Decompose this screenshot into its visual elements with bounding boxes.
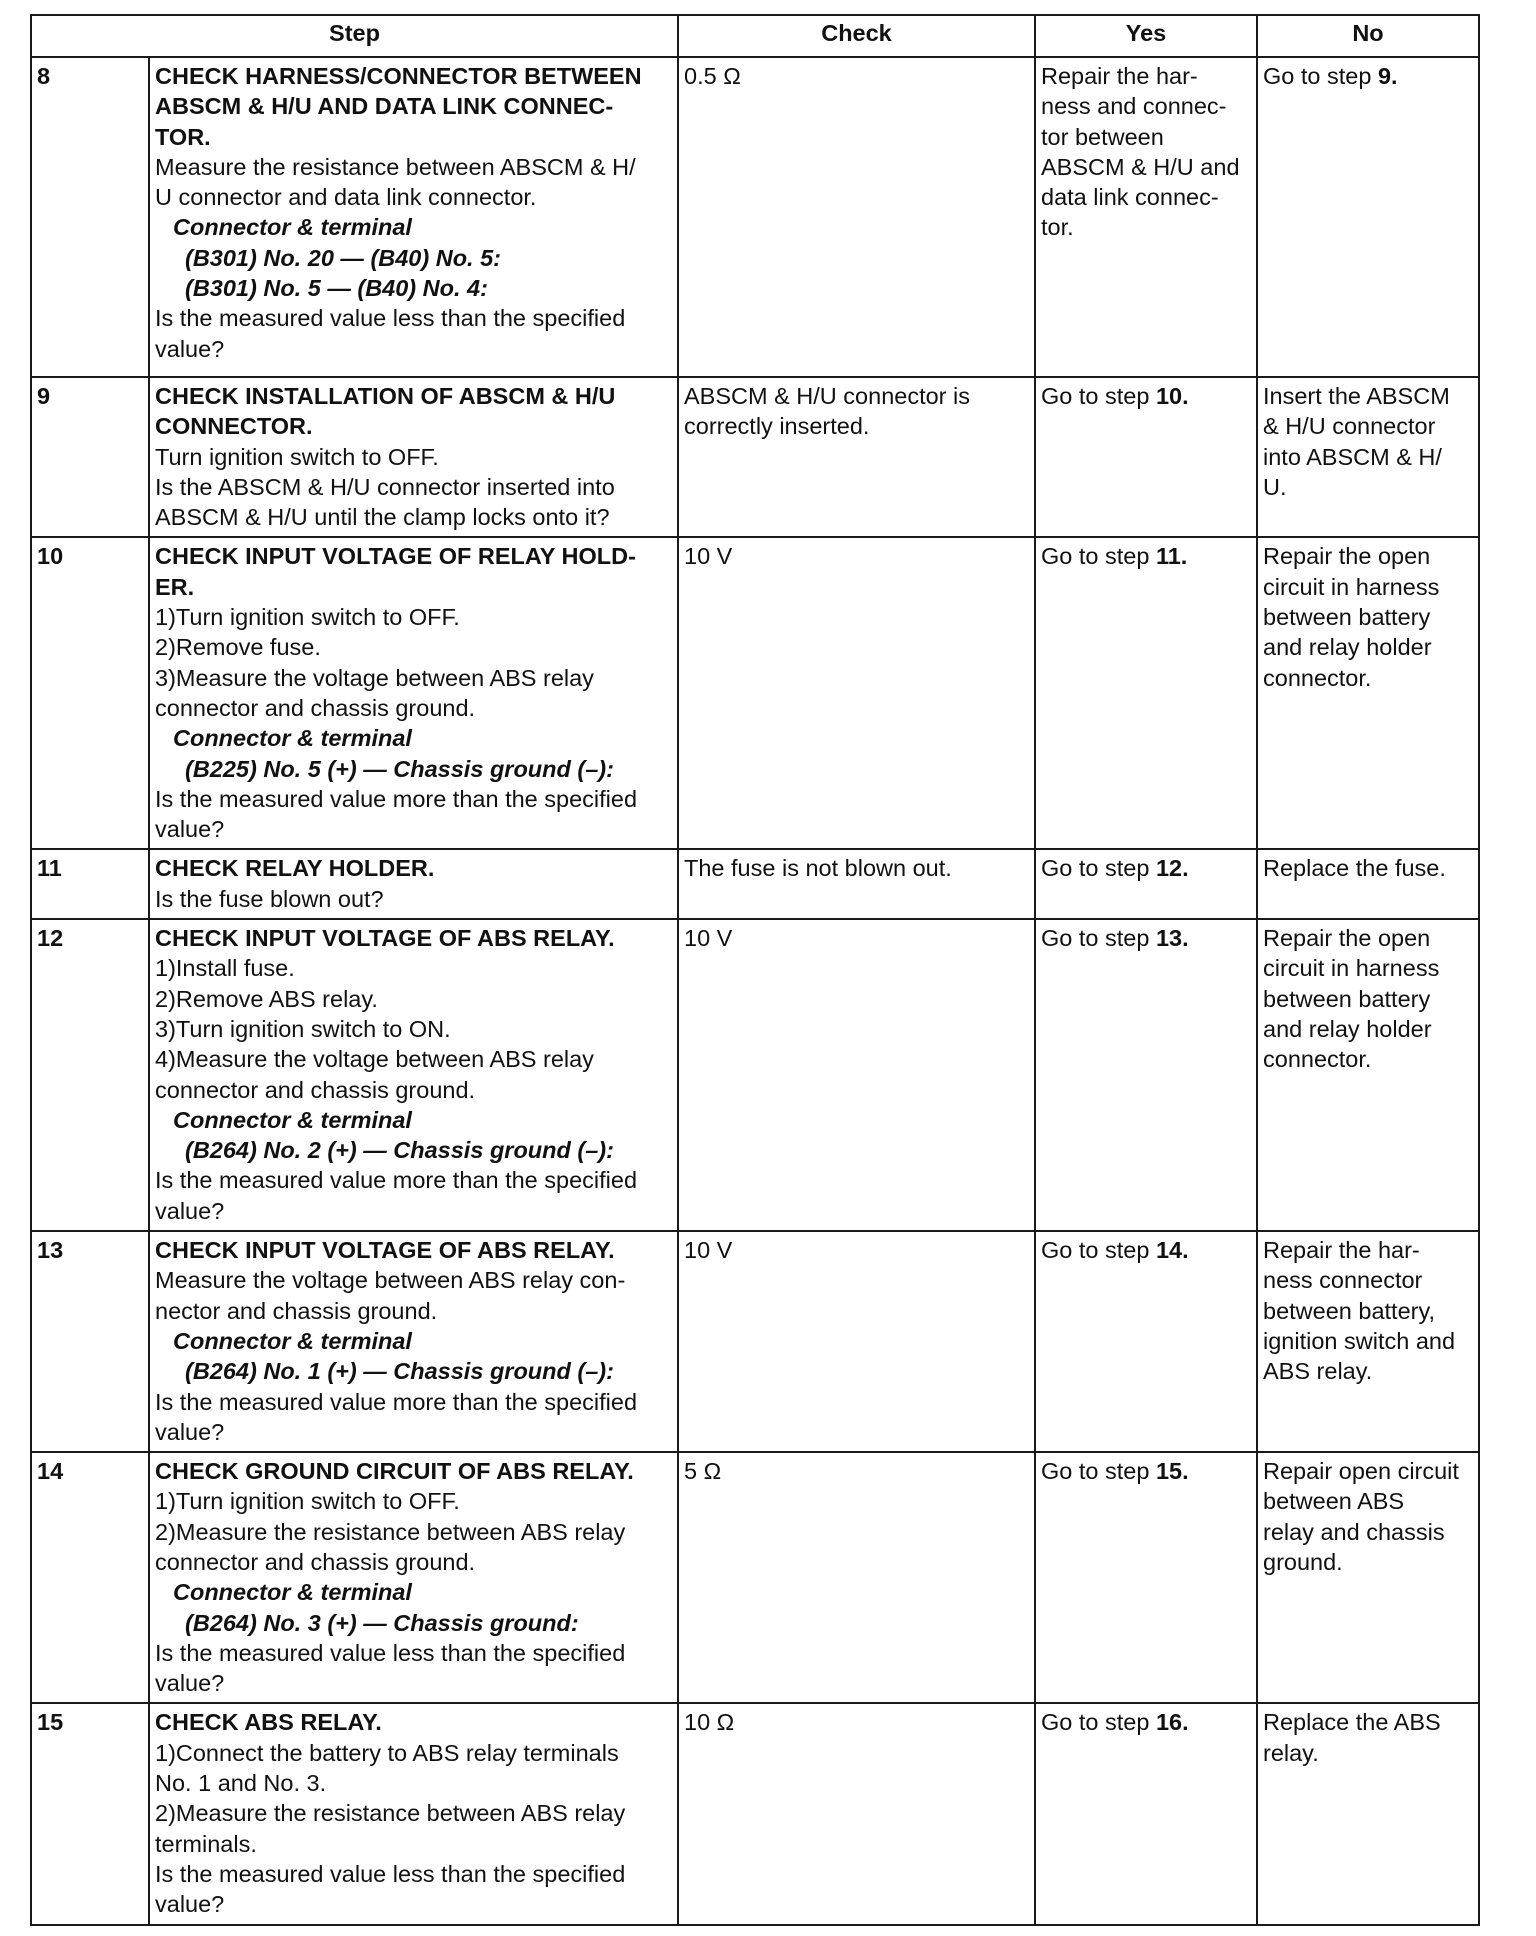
diagnostic-table (30, 14, 1480, 1926)
goto-text: Go to step (1263, 63, 1378, 89)
header-check: Check (678, 15, 1035, 57)
step-number: 8 (31, 57, 149, 377)
check-value-line: 10 V (684, 925, 733, 952)
table-row (31, 537, 1479, 849)
step-instruction-line: ABSCM & H/U until the clamp locks onto it? (155, 504, 610, 531)
yes-cell (1035, 849, 1257, 919)
yes-goto (1041, 853, 1251, 883)
no-cell (1257, 377, 1479, 537)
table-row (31, 919, 1479, 1231)
yes-cell (1035, 537, 1257, 849)
step-instruction-line: 3)Measure the voltage between ABS relay (155, 664, 594, 691)
check-value-line: correctly inserted. (684, 413, 870, 440)
no-action-line: ground. (1263, 1548, 1343, 1575)
no-action-line: into ABSCM & H/ (1263, 443, 1442, 470)
header-step: Step (31, 15, 678, 57)
step-question-line: Is the measured value less than the specified (155, 305, 626, 332)
yes-action-line: Repair the har- (1041, 63, 1198, 89)
step-instruction-line: 2)Measure the resistance between ABS relay (155, 1800, 626, 1827)
step-instruction-line: Measure the resistance between ABSCM & H/ (155, 153, 636, 180)
step-description (149, 919, 678, 1231)
step-number: 9 (31, 377, 149, 537)
step-question-line: Is the measured value more than the specified (155, 1388, 638, 1415)
step-question-line: value? (155, 816, 225, 843)
yes-cell (1035, 919, 1257, 1231)
yes-action-line: ABSCM & H/U and (1041, 153, 1240, 180)
goto-step-number: 16. (1155, 1709, 1189, 1736)
goto-text: Go to step (1041, 1237, 1156, 1264)
step-instruction-line: nector and chassis ground. (155, 1297, 438, 1324)
no-action-line: ignition switch and (1263, 1327, 1456, 1354)
no-action-line: relay and chassis (1263, 1518, 1445, 1545)
check-cell (678, 1452, 1035, 1703)
connector-terminal-heading: Connector & terminal (173, 1327, 412, 1354)
no-action-line: Repair the har- (1263, 1237, 1420, 1264)
no-goto (1263, 61, 1473, 91)
no-cell (1257, 537, 1479, 849)
step-number: 12 (31, 919, 149, 1231)
connector-terminal-spec: (B225) No. 5 (+) — Chassis ground (–): (185, 755, 614, 782)
step-title-line: CHECK INPUT VOLTAGE OF RELAY HOLD- (155, 543, 636, 570)
goto-step-number: 15. (1155, 1458, 1189, 1485)
step-question-line: value? (155, 335, 225, 362)
no-action-line: relay. (1263, 1739, 1319, 1766)
yes-cell (1035, 1703, 1257, 1924)
check-cell (678, 377, 1035, 537)
step-instruction-line: Is the measured value less than the specified (155, 1860, 626, 1887)
step-description (149, 537, 678, 849)
connector-terminal-spec: (B264) No. 1 (+) — Chassis ground (–): (185, 1358, 614, 1385)
no-action-line: and relay holder (1263, 1015, 1432, 1042)
goto-step-number: 14. (1155, 1237, 1189, 1264)
step-instruction-line: U connector and data link connector. (155, 184, 537, 211)
step-question-line: Is the measured value less than the specified (155, 1639, 626, 1666)
check-value-line: 0.5 Ω (684, 63, 741, 89)
yes-goto (1041, 1456, 1251, 1486)
connector-terminal-heading: Connector & terminal (173, 1106, 412, 1133)
header-yes: Yes (1035, 15, 1257, 57)
check-cell (678, 57, 1035, 377)
connector-terminal-spec: (B264) No. 2 (+) — Chassis ground (–): (185, 1137, 614, 1164)
step-title-line: TOR. (155, 123, 211, 150)
yes-action-line: tor between (1041, 123, 1164, 150)
no-action-line: connector. (1263, 1046, 1372, 1073)
step-number: 15 (31, 1703, 149, 1924)
goto-step-number: 12. (1155, 855, 1189, 882)
step-instruction-line: Turn ignition switch to OFF. (155, 443, 439, 470)
yes-cell (1035, 377, 1257, 537)
step-instruction-line: connector and chassis ground. (155, 694, 476, 721)
no-action-line: between ABS (1263, 1488, 1405, 1515)
step-question-line: Is the measured value more than the specified (155, 785, 638, 812)
step-title-line: CHECK ABS RELAY. (155, 1709, 382, 1736)
step-instruction-line: 1)Connect the battery to ABS relay terminals (155, 1739, 619, 1766)
step-title-line: CHECK INPUT VOLTAGE OF ABS RELAY. (155, 1237, 615, 1264)
step-title-line: CHECK GROUND CIRCUIT OF ABS RELAY. (155, 1458, 634, 1485)
step-instruction-line: Is the fuse blown out? (155, 885, 384, 912)
step-instruction-line: 3)Turn ignition switch to ON. (155, 1015, 451, 1042)
no-cell (1257, 849, 1479, 919)
diagnostic-procedure-document (30, 14, 1478, 1926)
check-value-line: ABSCM & H/U connector is (684, 383, 971, 409)
step-title-line: CHECK INPUT VOLTAGE OF ABS RELAY. (155, 925, 615, 952)
table-row (31, 377, 1479, 537)
connector-terminal-spec: (B264) No. 3 (+) — Chassis ground: (185, 1609, 579, 1636)
no-action-line: Replace the fuse. (1263, 855, 1446, 882)
step-question-line: value? (155, 1197, 225, 1224)
step-number: 10 (31, 537, 149, 849)
step-description (149, 849, 678, 919)
step-instruction-line: 1)Install fuse. (155, 955, 295, 982)
step-description (149, 57, 678, 377)
goto-text: Go to step (1041, 1458, 1156, 1485)
step-title-line: CHECK INSTALLATION OF ABSCM & H/U (155, 383, 616, 409)
check-value-line: 5 Ω (684, 1458, 722, 1485)
check-cell (678, 537, 1035, 849)
no-action-line: between battery (1263, 985, 1431, 1012)
no-action-line: circuit in harness (1263, 955, 1440, 982)
step-instruction-line: 1)Turn ignition switch to OFF. (155, 604, 460, 631)
yes-goto (1041, 1707, 1251, 1737)
table-row (31, 1231, 1479, 1452)
connector-terminal-spec: (B301) No. 5 — (B40) No. 4: (185, 275, 488, 302)
table-row (31, 849, 1479, 919)
yes-cell (1035, 57, 1257, 377)
yes-goto (1041, 541, 1251, 571)
no-action-line: & H/U connector (1263, 413, 1436, 440)
connector-terminal-heading: Connector & terminal (173, 725, 412, 752)
table-row (31, 57, 1479, 377)
goto-text: Go to step (1041, 925, 1156, 952)
check-value-line: 10 V (684, 543, 733, 570)
no-action-line: Repair the open (1263, 543, 1431, 570)
step-title-line: ER. (155, 573, 195, 600)
goto-text: Go to step (1041, 543, 1156, 570)
step-description (149, 1452, 678, 1703)
step-number: 14 (31, 1452, 149, 1703)
goto-text: Go to step (1041, 855, 1156, 882)
table-row (31, 1452, 1479, 1703)
yes-cell (1035, 1231, 1257, 1452)
step-title-line: ABSCM & H/U AND DATA LINK CONNEC- (155, 93, 614, 120)
check-cell (678, 849, 1035, 919)
step-instruction-line: 4)Measure the voltage between ABS relay (155, 1046, 594, 1073)
step-instruction-line: Is the ABSCM & H/U connector inserted into (155, 473, 615, 500)
step-description (149, 1231, 678, 1452)
goto-step-number: 13. (1155, 925, 1189, 952)
step-instruction-line: value? (155, 1891, 225, 1918)
step-instruction-line: No. 1 and No. 3. (155, 1770, 327, 1797)
no-action-line: U. (1263, 473, 1287, 500)
no-cell (1257, 1703, 1479, 1924)
no-action-line: Repair the open (1263, 925, 1431, 952)
goto-text: Go to step (1041, 1709, 1156, 1736)
table-row (31, 1703, 1479, 1924)
connector-terminal-heading: Connector & terminal (173, 214, 412, 241)
goto-step-number: 9. (1377, 63, 1398, 89)
no-action-line: ABS relay. (1263, 1358, 1373, 1385)
check-cell (678, 1703, 1035, 1924)
step-instruction-line: connector and chassis ground. (155, 1076, 476, 1103)
table-header-row (31, 15, 1479, 57)
step-question-line: value? (155, 1670, 225, 1697)
step-instruction-line: 2)Remove ABS relay. (155, 985, 378, 1012)
no-action-line: Insert the ABSCM (1263, 383, 1450, 409)
step-title-line: CHECK RELAY HOLDER. (155, 855, 435, 882)
no-cell (1257, 1231, 1479, 1452)
yes-goto (1041, 923, 1251, 953)
check-value-line: 10 Ω (684, 1709, 735, 1736)
goto-step-number: 11. (1155, 543, 1188, 570)
yes-action-line: tor. (1041, 214, 1074, 241)
check-value-line: The fuse is not blown out. (684, 855, 952, 882)
step-instruction-line: 2)Remove fuse. (155, 634, 321, 661)
yes-action-line: data link connec- (1041, 184, 1219, 211)
step-question-line: value? (155, 1418, 225, 1445)
yes-goto (1041, 1235, 1251, 1265)
check-value-line: 10 V (684, 1237, 733, 1264)
no-action-line: and relay holder (1263, 634, 1432, 661)
no-cell (1257, 1452, 1479, 1703)
step-instruction-line: terminals. (155, 1830, 257, 1857)
no-action-line: between battery (1263, 604, 1431, 631)
step-instruction-line: connector and chassis ground. (155, 1548, 476, 1575)
step-instruction-line: Measure the voltage between ABS relay con- (155, 1267, 626, 1294)
no-action-line: connector. (1263, 664, 1372, 691)
yes-action-line: ness and connec- (1041, 93, 1227, 120)
step-title-line: CONNECTOR. (155, 413, 313, 440)
connector-terminal-heading: Connector & terminal (173, 1579, 412, 1606)
no-cell (1257, 57, 1479, 377)
step-instruction-line: 1)Turn ignition switch to OFF. (155, 1488, 460, 1515)
step-description (149, 1703, 678, 1924)
step-description (149, 377, 678, 537)
check-cell (678, 919, 1035, 1231)
check-cell (678, 1231, 1035, 1452)
goto-step-number: 10. (1155, 383, 1189, 409)
step-number: 13 (31, 1231, 149, 1452)
no-action-line: Repair open circuit (1263, 1458, 1459, 1485)
step-title-line: CHECK HARNESS/CONNECTOR BETWEEN (155, 63, 642, 89)
no-action-line: Replace the ABS (1263, 1709, 1441, 1736)
step-question-line: Is the measured value more than the specified (155, 1167, 638, 1194)
no-cell (1257, 919, 1479, 1231)
yes-goto (1041, 381, 1251, 411)
yes-cell (1035, 1452, 1257, 1703)
header-no: No (1257, 15, 1479, 57)
step-number: 11 (31, 849, 149, 919)
no-action-line: circuit in harness (1263, 573, 1440, 600)
no-action-line: between battery, (1263, 1297, 1436, 1324)
step-instruction-line: 2)Measure the resistance between ABS relay (155, 1518, 626, 1545)
connector-terminal-spec: (B301) No. 20 — (B40) No. 5: (185, 244, 502, 271)
goto-text: Go to step (1041, 383, 1156, 409)
no-action-line: ness connector (1263, 1267, 1423, 1294)
